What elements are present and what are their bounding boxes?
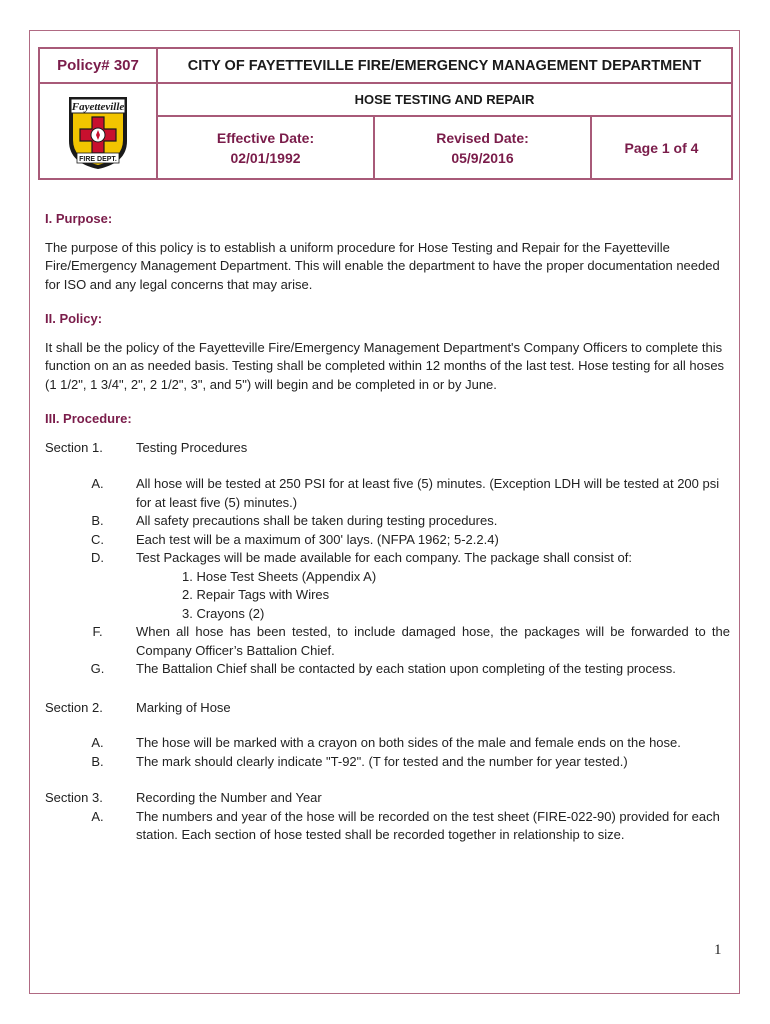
page-number: 1 <box>714 942 722 958</box>
policy-text: It shall be the policy of the Fayetteville Fire/Emergency Management Department's Company Officers to complete this function on an as needed basis. Testing shall be completed within 12 months of the last test. Hose testing for all hoses (1 1/2", 1 3/4", 2", 2 1/2", 3", and 5") will begin and be completed in or by June. <box>45 339 725 392</box>
section-label: Section 2. <box>45 699 103 715</box>
list-item: F. When all hose has been tested, to include damaged hose, the packages will be forwarded to the Company Officer’s Battalion Chief. <box>92 624 730 658</box>
fire-dept-badge-icon <box>63 91 133 171</box>
list-item: A. All hose will be tested at 250 PSI for at least five (5) minutes. (Exception LDH will be tested at 200 psi for at least five (5) minutes.) <box>91 476 720 510</box>
policy-heading: II. Policy: <box>45 311 103 326</box>
section-3-list <box>45 808 730 845</box>
svg-text:Fayetteville: Fayetteville <box>71 101 125 113</box>
section-2-list <box>45 734 730 771</box>
revised-date-label: Revised Date: <box>436 129 529 146</box>
policy-header-table <box>38 47 733 180</box>
revised-date-cell <box>374 116 591 179</box>
procedure-heading: III. Procedure: <box>45 411 132 426</box>
list-item: A. The hose will be marked with a crayon on both sides of the male and female ends on the hose. <box>91 735 681 750</box>
section-label: Section 3. <box>45 790 103 805</box>
section-title: Recording the Number and Year <box>136 790 322 805</box>
list-item: G. The Battalion Chief shall be contacted by each station upon completing of the testing process. <box>90 661 676 676</box>
list-item: B. The mark should clearly indicate "T-92". (T for tested and the number for year tested.) <box>91 753 628 769</box>
section-3-header <box>45 789 730 808</box>
revised-date-value: 05/9/2016 <box>451 149 514 166</box>
svg-text:FIRE DEPT.: FIRE DEPT. <box>79 156 117 163</box>
section-1-header <box>45 439 730 458</box>
effective-date-label: Effective Date: <box>216 129 315 146</box>
package-item: 2. Repair Tags with Wires <box>182 587 330 602</box>
list-item: B. All safety precautions shall be taken during testing procedures. <box>91 513 498 528</box>
policy-body <box>45 210 730 845</box>
package-item: 3. Crayons (2) <box>182 605 265 621</box>
list-item: C. Each test will be a maximum of 300' lays. (NFPA 1962; 5-2.2.4) <box>91 531 499 547</box>
policy-number: Policy# 307 <box>39 48 157 83</box>
section-2-header <box>45 699 730 718</box>
effective-date-value: 02/01/1992 <box>230 149 301 166</box>
list-item: D. Test Packages will be made available for each company. The package shall consist of: <box>91 550 632 565</box>
section-title: Marking of Hose <box>136 699 231 715</box>
package-item: 1. Hose Test Sheets (Appendix A) <box>182 568 377 584</box>
section-title: Testing Procedures <box>136 439 248 455</box>
section-1-list <box>45 475 730 679</box>
logo-cell <box>39 83 157 179</box>
document-title: HOSE TESTING AND REPAIR <box>157 83 732 116</box>
department-name: CITY OF FAYETTEVILLE FIRE/EMERGENCY MANAGEMENT DEPARTMENT <box>157 48 732 83</box>
section-label: Section 1. <box>45 439 103 455</box>
package-list <box>45 568 730 624</box>
purpose-text: The purpose of this policy is to establish a uniform procedure for Hose Testing and Repair for the Fayetteville Fire/Emergency Management Department. This will enable the department to have the proper documentation needed for ISO and any legal concerns that may arise. <box>45 239 720 292</box>
purpose-heading: I. Purpose: <box>45 211 113 226</box>
page-indicator: Page 1 of 4 <box>591 116 732 179</box>
list-item: A. The numbers and year of the hose will be recorded on the test sheet (FIRE-022-90) provided for each station. Each section of hose tested shall be recorded together in relationship to size. <box>91 808 720 842</box>
effective-date-cell <box>157 116 374 179</box>
